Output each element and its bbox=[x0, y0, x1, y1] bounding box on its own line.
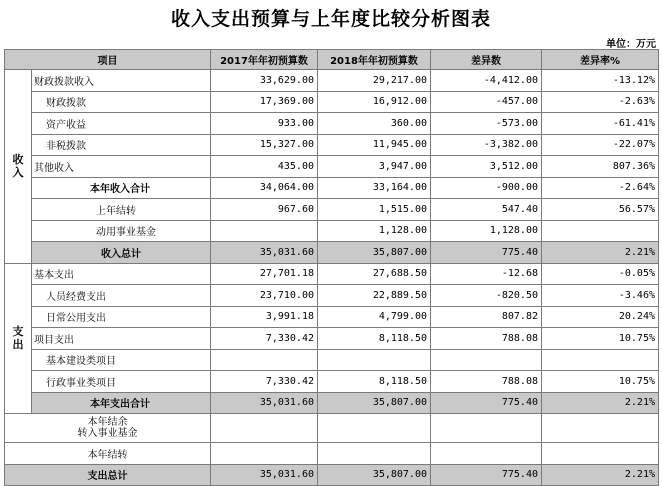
table-row bbox=[5, 220, 659, 242]
cell-2018: 4,799.00 bbox=[318, 306, 431, 328]
header-item: 项目 bbox=[5, 50, 211, 70]
cell-diff: 788.08 bbox=[431, 371, 542, 393]
cell-diff bbox=[431, 414, 542, 443]
cell-rate: 20.24% bbox=[542, 306, 659, 328]
cell-rate: 56.57% bbox=[542, 199, 659, 221]
row-label: 日常公用支出 bbox=[32, 306, 211, 328]
cell-2018: 35,807.00 bbox=[318, 242, 431, 264]
cell-rate: 10.75% bbox=[542, 328, 659, 350]
table-row bbox=[5, 263, 659, 285]
table-row bbox=[5, 414, 659, 443]
cell-rate: 807.36% bbox=[542, 156, 659, 178]
cell-2017 bbox=[211, 443, 318, 465]
cell-diff: 775.40 bbox=[431, 464, 542, 486]
row-label: 支出总计 bbox=[5, 464, 211, 486]
cell-diff bbox=[431, 443, 542, 465]
row-label: 本年收入合计 bbox=[32, 177, 211, 199]
cell-2018: 35,807.00 bbox=[318, 392, 431, 414]
cell-2018: 360.00 bbox=[318, 113, 431, 135]
table-row bbox=[5, 443, 659, 465]
table-row-subtotal bbox=[5, 392, 659, 414]
cell-2018: 16,912.00 bbox=[318, 91, 431, 113]
cell-2018: 33,164.00 bbox=[318, 177, 431, 199]
cell-rate: -3.46% bbox=[542, 285, 659, 307]
header-row bbox=[5, 50, 659, 70]
cell-2018: 11,945.00 bbox=[318, 134, 431, 156]
cell-rate: 2.21% bbox=[542, 392, 659, 414]
cell-2018: 27,688.50 bbox=[318, 263, 431, 285]
row-label: 财政拨款收入 bbox=[32, 70, 211, 92]
cell-diff: -4,412.00 bbox=[431, 70, 542, 92]
row-label: 上年结转 bbox=[32, 199, 211, 221]
cell-2018: 8,118.50 bbox=[318, 371, 431, 393]
row-label: 基本建设类项目 bbox=[32, 349, 211, 371]
cell-2018 bbox=[318, 443, 431, 465]
row-label: 人员经费支出 bbox=[32, 285, 211, 307]
section-expense: 支 出 bbox=[5, 263, 32, 414]
row-label: 财政拨款 bbox=[32, 91, 211, 113]
cell-2017: 23,710.00 bbox=[211, 285, 318, 307]
table-row bbox=[5, 113, 659, 135]
cell-2018: 3,947.00 bbox=[318, 156, 431, 178]
section-income: 收 入 bbox=[5, 70, 32, 264]
cell-2017: 27,701.18 bbox=[211, 263, 318, 285]
cell-2018 bbox=[318, 414, 431, 443]
cell-diff bbox=[431, 349, 542, 371]
cell-rate: -22.07% bbox=[542, 134, 659, 156]
header-2017: 2017年年初预算数 bbox=[211, 50, 318, 70]
cell-diff: 1,128.00 bbox=[431, 220, 542, 242]
table-row bbox=[5, 70, 659, 92]
table-row-total bbox=[5, 242, 659, 264]
cell-diff: 547.40 bbox=[431, 199, 542, 221]
cell-diff: 807.82 bbox=[431, 306, 542, 328]
cell-2017: 35,031.60 bbox=[211, 464, 318, 486]
row-label-text: 本年结余 转入事业基金 bbox=[77, 417, 138, 439]
table-row bbox=[5, 349, 659, 371]
cell-diff: -12.68 bbox=[431, 263, 542, 285]
cell-diff: -3,382.00 bbox=[431, 134, 542, 156]
unit-label: 单位：万元 bbox=[606, 39, 656, 50]
row-label: 本年结转 bbox=[5, 443, 211, 465]
cell-2017: 33,629.00 bbox=[211, 70, 318, 92]
cell-diff: 3,512.00 bbox=[431, 156, 542, 178]
table-row-subtotal bbox=[5, 177, 659, 199]
cell-diff: 788.08 bbox=[431, 328, 542, 350]
cell-rate bbox=[542, 414, 659, 443]
cell-rate: 10.75% bbox=[542, 371, 659, 393]
row-label: 其他收入 bbox=[32, 156, 211, 178]
header-2018: 2018年年初预算数 bbox=[318, 50, 431, 70]
table-row bbox=[5, 371, 659, 393]
row-label: 项目支出 bbox=[32, 328, 211, 350]
cell-2018: 1,515.00 bbox=[318, 199, 431, 221]
table-row bbox=[5, 156, 659, 178]
cell-2017: 17,369.00 bbox=[211, 91, 318, 113]
table-row bbox=[5, 134, 659, 156]
table-row bbox=[5, 91, 659, 113]
cell-2017: 15,327.00 bbox=[211, 134, 318, 156]
cell-diff: -900.00 bbox=[431, 177, 542, 199]
cell-2017: 34,064.00 bbox=[211, 177, 318, 199]
row-label: 非税拨款 bbox=[32, 134, 211, 156]
cell-2017: 35,031.60 bbox=[211, 242, 318, 264]
table-row bbox=[5, 328, 659, 350]
cell-diff: -457.00 bbox=[431, 91, 542, 113]
cell-2017 bbox=[211, 220, 318, 242]
cell-2018: 22,889.50 bbox=[318, 285, 431, 307]
cell-diff: -820.50 bbox=[431, 285, 542, 307]
cell-rate: -13.12% bbox=[542, 70, 659, 92]
header-diff: 差异数 bbox=[431, 50, 542, 70]
budget-table bbox=[4, 49, 659, 486]
row-label: 行政事业类项目 bbox=[32, 371, 211, 393]
cell-2018: 8,118.50 bbox=[318, 328, 431, 350]
cell-rate bbox=[542, 220, 659, 242]
cell-diff: -573.00 bbox=[431, 113, 542, 135]
row-label bbox=[5, 414, 211, 443]
cell-diff: 775.40 bbox=[431, 392, 542, 414]
cell-2017: 35,031.60 bbox=[211, 392, 318, 414]
table-row bbox=[5, 285, 659, 307]
cell-2017: 3,991.18 bbox=[211, 306, 318, 328]
cell-rate: 2.21% bbox=[542, 242, 659, 264]
cell-2017: 933.00 bbox=[211, 113, 318, 135]
cell-rate: -2.64% bbox=[542, 177, 659, 199]
row-label: 资产收益 bbox=[32, 113, 211, 135]
cell-2017: 7,330.42 bbox=[211, 328, 318, 350]
cell-2017: 967.60 bbox=[211, 199, 318, 221]
row-label: 本年支出合计 bbox=[32, 392, 211, 414]
page-title: 收入支出预算与上年度比较分析图表 bbox=[170, 8, 491, 30]
cell-rate: -61.41% bbox=[542, 113, 659, 135]
cell-2017: 7,330.42 bbox=[211, 371, 318, 393]
table-row bbox=[5, 306, 659, 328]
cell-rate bbox=[542, 443, 659, 465]
cell-rate: -0.05% bbox=[542, 263, 659, 285]
table-row-total bbox=[5, 464, 659, 486]
cell-rate: 2.21% bbox=[542, 464, 659, 486]
row-label: 基本支出 bbox=[32, 263, 211, 285]
cell-2017 bbox=[211, 414, 318, 443]
cell-rate bbox=[542, 349, 659, 371]
cell-2018: 1,128.00 bbox=[318, 220, 431, 242]
cell-diff: 775.40 bbox=[431, 242, 542, 264]
cell-2018 bbox=[318, 349, 431, 371]
row-label: 收入总计 bbox=[32, 242, 211, 264]
row-label: 动用事业基金 bbox=[32, 220, 211, 242]
cell-2018: 35,807.00 bbox=[318, 464, 431, 486]
cell-2017 bbox=[211, 349, 318, 371]
header-rate: 差异率% bbox=[542, 50, 659, 70]
cell-2018: 29,217.00 bbox=[318, 70, 431, 92]
table-row bbox=[5, 199, 659, 221]
cell-rate: -2.63% bbox=[542, 91, 659, 113]
cell-2017: 435.00 bbox=[211, 156, 318, 178]
